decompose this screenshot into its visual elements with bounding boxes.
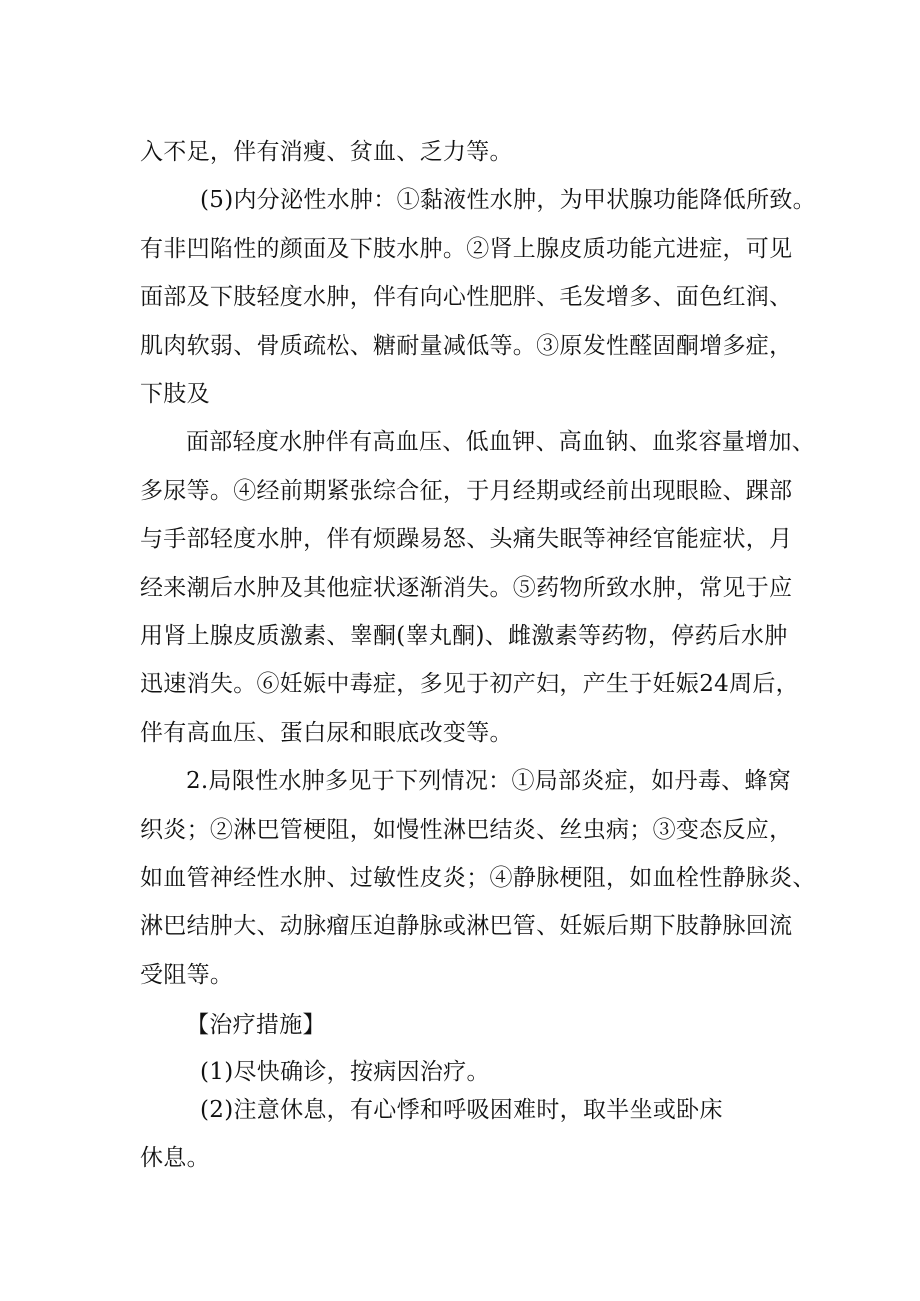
text-line-1: 入不足，伴有消瘦、贫血、乏力等。 — [140, 139, 513, 165]
section-heading: 【治疗措施】 — [186, 1012, 326, 1038]
text-line-16: 如血管神经性水肿、过敏性皮炎；④静脉梗阻，如血栓性静脉炎、 — [140, 865, 816, 891]
text-line-22: 休息。 — [140, 1145, 210, 1171]
text-line-21: (2)注意休息，有心悸和呼吸困难时，取半坐或卧床 — [200, 1097, 723, 1123]
text-line-4: 面部及下肢轻度水肿，伴有向心性肥胖、毛发增多、面色红润、 — [140, 284, 793, 310]
text-line-3: 有非凹陷性的颜面及下肢水肿。②肾上腺皮质功能亢进症，可见 — [140, 236, 793, 262]
text-line-9: 与手部轻度水肿，伴有烦躁易怒、头痛失眠等神经官能症状，月 — [140, 526, 793, 552]
text-line-5: 肌肉软弱、骨质疏松、糖耐量减低等。③原发性醛固酮增多症， — [140, 333, 793, 359]
text-line-11: 用肾上腺皮质激素、睾酮(睾丸酮)、雌激素等药物，停药后水肿 — [140, 623, 788, 649]
text-line-15: 织炎；②淋巴管梗阻，如慢性淋巴结炎、丝虫病；③变态反应， — [140, 817, 793, 843]
text-line-14: 2.局限性水肿多见于下列情况：①局部炎症，如丹毒、蜂窝 — [186, 768, 792, 794]
text-line-6: 下肢及 — [140, 381, 210, 407]
text-line-18: 受阻等。 — [140, 962, 234, 988]
text-line-7: 面部轻度水肿伴有高血压、低血钾、高血钠、血浆容量增加、 — [186, 429, 816, 455]
text-line-12: 迅速消失。⑥妊娠中毒症，多见于初产妇，产生于妊娠24周后， — [140, 671, 799, 697]
text-line-20: (1)尽快确诊，按病因治疗。 — [200, 1059, 490, 1085]
text-line-13: 伴有高血压、蛋白尿和眼底改变等。 — [140, 720, 513, 746]
text-line-10: 经来潮后水肿及其他症状逐渐消失。⑤药物所致水肿，常见于应 — [140, 575, 793, 601]
text-line-17: 淋巴结肿大、动脉瘤压迫静脉或淋巴管、妊娠后期下肢静脉回流 — [140, 913, 793, 939]
text-line-2: (5)内分泌性水肿：①黏液性水肿，为甲状腺功能降低所致。 — [200, 187, 816, 213]
text-line-8: 多尿等。④经前期紧张综合征，于月经期或经前出现眼睑、踝部 — [140, 478, 793, 504]
